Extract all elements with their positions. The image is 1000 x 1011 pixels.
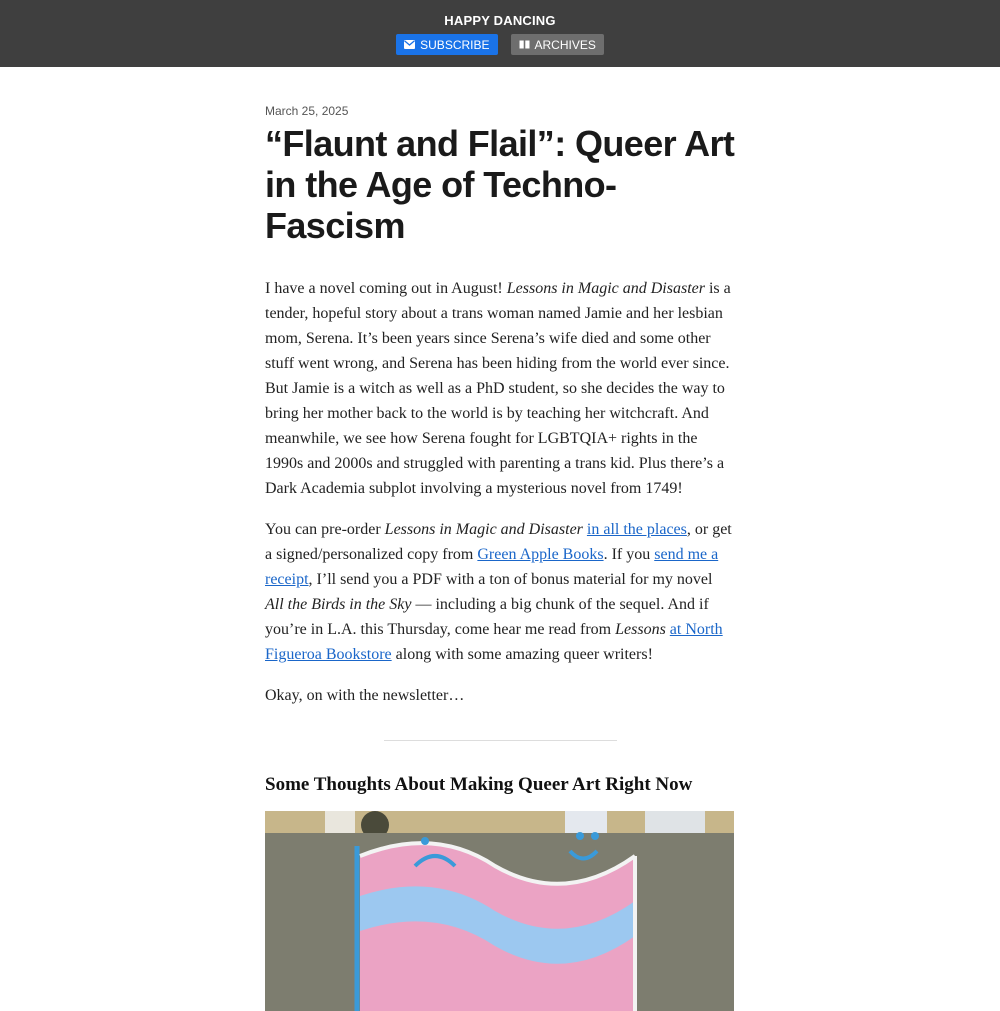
post-content: [265, 67, 735, 1011]
text-run: , I’ll send you a PDF with a ton of bonus material for my novel: [308, 571, 713, 588]
section-divider: [384, 740, 617, 741]
text-run: — including a big chunk of the sequel. And if you’re in L.A. this Thursday, come hear me read from: [265, 596, 709, 638]
post-date: March 25, 2025: [265, 104, 349, 118]
north-figueroa-bookstore-link[interactable]: at North Figueroa Bookstore: [265, 621, 723, 663]
preorder-link[interactable]: in all the places: [586, 521, 687, 538]
book-title: All the Birds in the Sky: [265, 596, 412, 613]
archives-button[interactable]: [511, 34, 604, 55]
text-run: , or get a signed/personalized copy from: [265, 521, 732, 563]
site-title[interactable]: HAPPY DANCING: [444, 13, 556, 28]
site-header: [0, 0, 1000, 67]
text-run: You can pre-order: [265, 521, 385, 538]
book-icon: [519, 40, 530, 49]
archives-label: ARCHIVES: [534, 37, 596, 52]
green-apple-books-link[interactable]: Green Apple Books: [477, 546, 604, 563]
send-receipt-link[interactable]: send me a receipt: [265, 546, 719, 588]
preorder-paragraph: [265, 517, 735, 667]
text-run: is a tender, hopeful story about a trans woman named Jamie and her lesbian mom, Serena. It’s been years since Serena’s wife died and some other stuff went wrong, and Serena has been hiding from the world ever since. But Jamie is a witch as well as a PhD student, so she decides the way to bring her mother back to the world is by teaching her witchcraft. And meanwhile, we see how Serena fought for LGBTQIA+ rights in the 1990s and 2000s and struggled with parenting a trans kid. Plus there’s a Dark Academia subplot involving a mysterious novel from 1749!: [265, 280, 731, 497]
subscribe-label: SUBSCRIBE: [420, 37, 490, 52]
book-title: Lessons in Magic and Disaster: [506, 280, 705, 297]
post-title: “Flaunt and Flail”: Queer Art in the Age of Techno-Fascism: [265, 123, 735, 246]
text-run: I have a novel coming out in August!: [265, 280, 507, 297]
header-nav: [0, 34, 1000, 55]
intro-paragraph: [265, 276, 735, 501]
transition-paragraph: Okay, on with the newsletter…: [265, 687, 465, 704]
envelope-icon: [404, 40, 415, 49]
text-run: . If you: [603, 546, 655, 563]
section-title: Some Thoughts About Making Queer Art Right Now: [265, 774, 693, 795]
text-run: along with some amazing queer writers!: [391, 646, 653, 663]
book-title: Lessons in Magic and Disaster: [384, 521, 583, 538]
trans-flag-mural-image: [265, 811, 734, 1011]
subscribe-button[interactable]: [396, 34, 497, 55]
book-title: Lessons: [615, 621, 666, 638]
